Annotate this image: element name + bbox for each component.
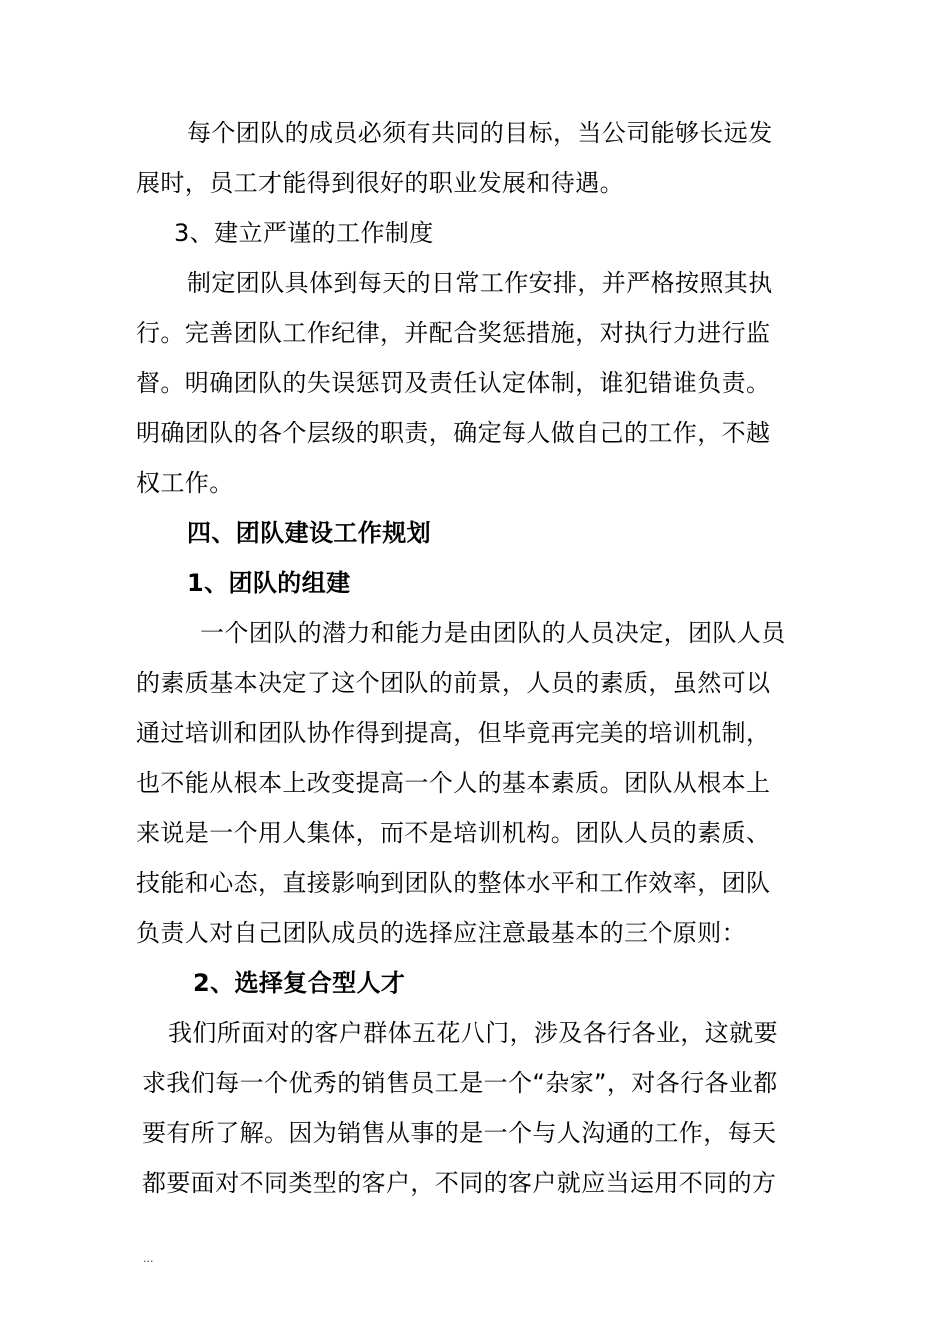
- paragraph-line: 的素质基本决定了这个团队的前景，人员的素质，虽然可以: [136, 669, 771, 697]
- paragraph-line: 求我们每一个优秀的销售员工是一个“杂家”，对各行各业都: [142, 1069, 778, 1097]
- paragraph-line: 也不能从根本上改变提高一个人的基本素质。团队从根本上: [136, 769, 771, 797]
- paragraph-line: 通过培训和团队协作得到提高，但毕竟再完美的培训机制，: [136, 719, 771, 747]
- paragraph-line: 技能和心态，直接影响到团队的整体水平和工作效率，团队: [136, 869, 771, 897]
- section-heading: 2、选择复合型人才: [193, 969, 406, 997]
- page-footer-mark: ...: [143, 1252, 154, 1265]
- paragraph-line: 一个团队的潜力和能力是由团队的人员决定，团队人员: [200, 619, 786, 647]
- paragraph-line: 督。明确团队的失误惩罚及责任认定体制，谁犯错谁负责。: [136, 369, 771, 397]
- section-heading: 3、建立严谨的工作制度: [174, 219, 434, 247]
- chapter-heading: 四、团队建设工作规划: [187, 519, 431, 547]
- paragraph-line: 展时，员工才能得到很好的职业发展和待遇。: [136, 169, 624, 197]
- paragraph-line: 制定团队具体到每天的日常工作安排，并严格按照其执: [187, 269, 773, 297]
- paragraph-line: 我们所面对的客户群体五花八门，涉及各行各业，这就要: [168, 1019, 778, 1047]
- paragraph-line: 行。完善团队工作纪律，并配合奖惩措施，对执行力进行监: [136, 319, 771, 347]
- paragraph-line: 每个团队的成员必须有共同的目标，当公司能够长远发: [187, 119, 773, 147]
- paragraph-line: 负责人对自己团队成员的选择应注意最基本的三个原则：: [136, 919, 746, 947]
- paragraph-line: 权工作。: [136, 469, 234, 497]
- paragraph-line: 明确团队的各个层级的职责，确定每人做自己的工作，不越: [136, 419, 771, 447]
- section-heading: 1、团队的组建: [187, 569, 351, 597]
- paragraph-line: 都要面对不同类型的客户，不同的客户就应当运用不同的方: [142, 1169, 777, 1197]
- paragraph-line: 来说是一个用人集体，而不是培训机构。团队人员的素质、: [136, 819, 771, 847]
- paragraph-line: 要有所了解。因为销售从事的是一个与人沟通的工作，每天: [142, 1119, 777, 1147]
